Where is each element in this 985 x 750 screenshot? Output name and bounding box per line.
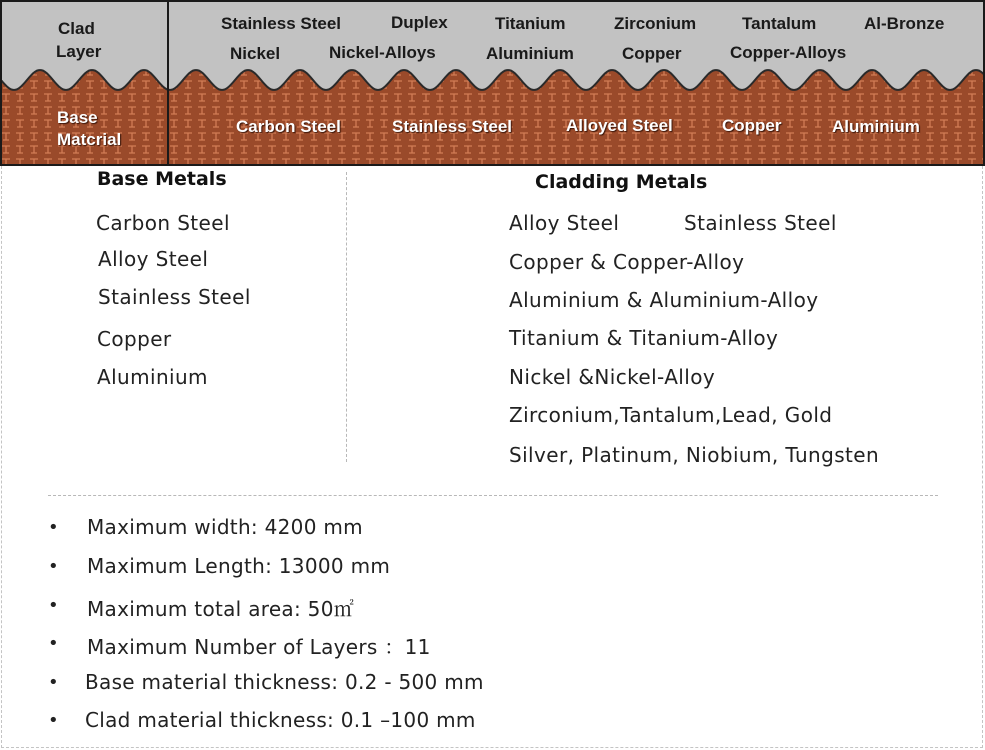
cladding-metal-item: Silver, Platinum, Niobium, Tungsten <box>509 443 880 467</box>
clad-option: Nickel <box>230 44 281 63</box>
clad-option: Stainless Steel <box>221 14 342 33</box>
base-metals-heading: Base Metals <box>97 168 227 190</box>
clad-option: Nickel-Alloys <box>329 43 436 62</box>
clad-option: Zirconium <box>614 14 697 33</box>
bullet-icon: • <box>48 633 59 654</box>
cladding-metal-item: Copper & Copper-Alloy <box>509 250 745 274</box>
base-option: Aluminium <box>832 117 920 136</box>
section-divider <box>48 495 938 496</box>
clad-layer-label: Clad <box>58 19 95 38</box>
clad-option: Aluminium <box>486 44 574 63</box>
clad-option: Tantalum <box>742 14 817 33</box>
base-metal-item: Aluminium <box>97 365 208 389</box>
cladding-metal-item: Titanium & Titanium-Alloy <box>509 326 779 350</box>
spec-item: Maximum total area: 50㎡ <box>87 597 355 621</box>
cladding-metals-heading: Cladding Metals <box>535 171 708 193</box>
bullet-icon: • <box>48 517 59 538</box>
spec-item: Maximum width: 4200 mm <box>87 515 363 539</box>
base-metal-item: Carbon Steel <box>96 211 230 235</box>
base-metal-item: Alloy Steel <box>98 247 209 271</box>
spec-item: Base material thickness: 0.2 - 500 mm <box>85 670 484 694</box>
spec-item: Clad material thickness: 0.1 –100 mm <box>85 708 476 732</box>
base-material-label: Matcrial <box>57 130 122 149</box>
frame-divider <box>1 166 2 748</box>
spec-item: Maximum Length: 13000 mm <box>87 554 391 578</box>
frame-divider <box>982 166 983 748</box>
clad-option: Titanium <box>495 14 566 33</box>
bullet-icon: • <box>48 556 59 577</box>
cladding-metal-item: Stainless Steel <box>684 211 837 235</box>
clad-option: Duplex <box>391 13 448 32</box>
clad-plate-diagram <box>0 0 985 166</box>
clad-option: Al-Bronze <box>864 14 945 33</box>
spec-item: Maximum Number of Layers ：11 <box>87 635 431 659</box>
column-divider <box>346 172 347 462</box>
cladding-metal-item: Nickel &Nickel-Alloy <box>509 365 716 389</box>
cladding-metal-item: Alloy Steel <box>509 211 620 235</box>
base-material-label: Base <box>57 108 98 127</box>
cladding-metal-item: Aluminium & Aluminium-Alloy <box>509 288 819 312</box>
frame-divider <box>1 747 983 748</box>
bullet-icon: • <box>48 710 59 731</box>
clad-layer-label: Layer <box>56 42 102 61</box>
base-option: Stainless Steel <box>392 117 513 136</box>
base-metal-item: Stainless Steel <box>98 285 251 309</box>
base-option: Carbon Steel <box>236 117 341 136</box>
clad-option: Copper-Alloys <box>730 43 847 62</box>
base-option: Alloyed Steel <box>566 116 673 135</box>
cladding-metal-item: Zirconium,Tantalum,Lead, Gold <box>509 403 833 427</box>
bullet-icon: • <box>48 595 59 616</box>
base-metal-item: Copper <box>97 327 172 351</box>
bullet-icon: • <box>48 672 59 693</box>
base-option: Copper <box>722 116 782 135</box>
clad-option: Copper <box>622 44 682 63</box>
